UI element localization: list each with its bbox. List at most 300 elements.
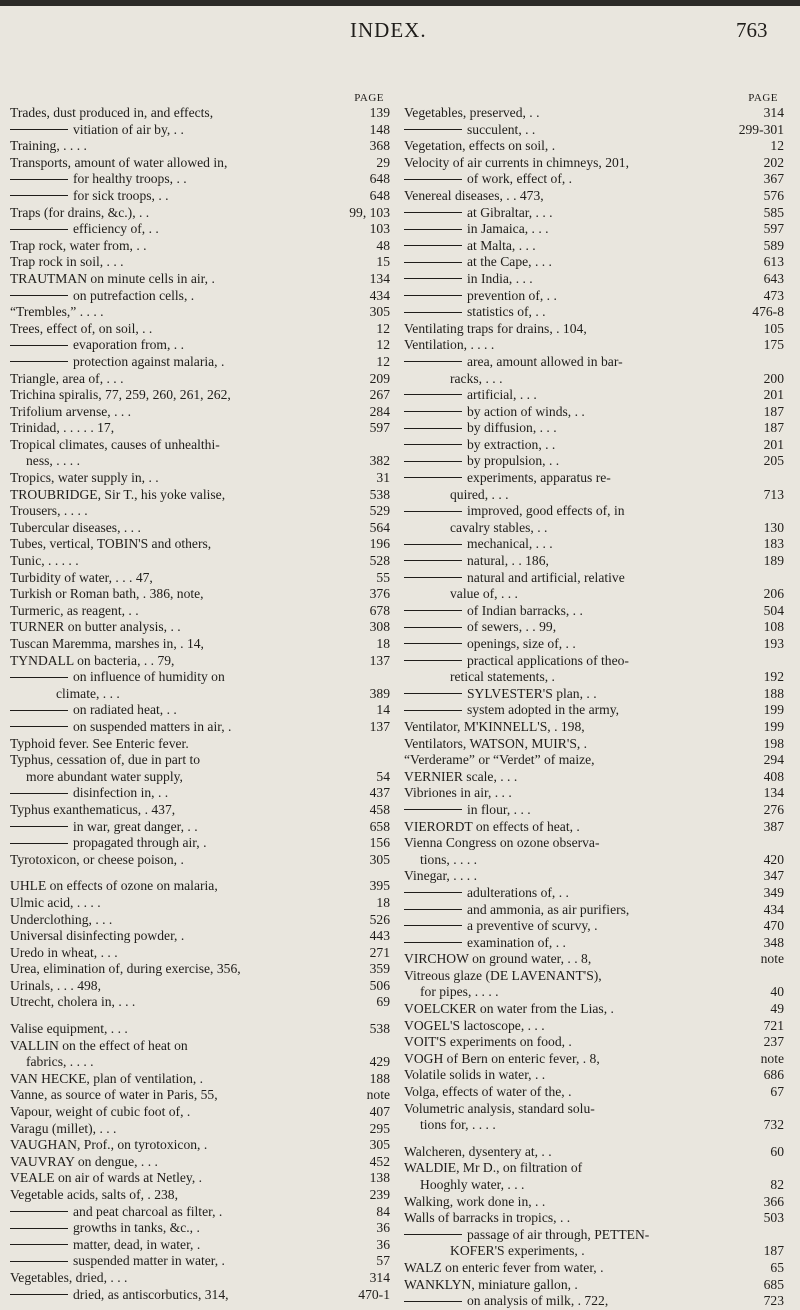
index-entry [10,895,390,912]
index-entry-text [10,752,386,769]
index-page-ref: 314 [369,1269,390,1285]
index-entry-text [10,570,372,587]
index-entry [404,586,784,603]
index-entry [404,553,784,570]
index-page-ref: 368 [369,138,390,154]
index-entry [10,802,390,819]
ditto-rule [404,909,462,910]
index-page-ref: 36 [376,1236,390,1252]
index-entry-label: Universal disinfecting powder, . [10,928,185,944]
index-entry-label: openings, size of, . . [467,636,576,651]
index-entry-text [404,238,760,255]
ditto-rule [404,544,462,545]
index-entry-label: artificial, . . . [467,387,537,403]
index-entry [10,138,390,155]
index-entry-label: Urea, elimination of, during exercise, 356, [10,961,241,977]
index-entry-label: Trades, dust produced in, and effects, [10,105,214,120]
index-entry-text [10,1021,366,1038]
index-column-left [10,92,390,1303]
index-entry-label: ness, . . . . [26,453,80,469]
ditto-rule [404,1234,462,1235]
index-entry-label: Tubes, vertical, TOBIN'S and others, [10,536,212,552]
index-entry [10,1054,390,1071]
index-page-ref: 723 [763,1293,784,1309]
index-entry-label: in war, great danger, . . [73,818,198,834]
index-entry-label: for sick troops, . . [73,187,169,203]
index-entry [10,254,390,271]
index-entry-label: passage of air through, PETTEN- [467,1226,650,1242]
index-entry-label: TRAUTMAN on minute cells in air, . [10,270,215,286]
index-entry-text [10,503,366,520]
index-entry [404,885,784,902]
index-entry [404,1034,784,1051]
index-entry [404,918,784,935]
index-page-ref: 349 [763,884,784,900]
index-entry-text [10,603,366,620]
index-entry-label: Venereal diseases, . . 473, [404,187,544,203]
index-entry [10,669,390,686]
index-entry [10,520,390,537]
index-page-ref: 597 [763,221,784,237]
index-entry-label: of Indian barracks, . . [467,602,583,618]
index-entry-text [404,1243,760,1260]
index-entry-label: VOGEL'S lactoscope, . . . [404,1017,545,1033]
index-entry-label: “Trembles,” . . . . [10,304,104,320]
index-entry [404,1101,784,1118]
index-page-ref: 12 [770,138,784,154]
index-entry-text [404,304,748,321]
index-entry [404,719,784,736]
ditto-rule [404,693,462,694]
index-entry-label: VAUVRAY on dengue, . . . [10,1153,158,1169]
index-entry [10,702,390,719]
index-entry-label: on putrefaction cells, . [73,287,195,303]
index-page-ref: 470-1 [358,1286,390,1302]
ditto-rule [10,295,68,296]
index-entry-label: Trinidad, . . . . . 17, [10,420,115,436]
index-entry-label: Ventilating traps for drains, . 104, [404,320,587,336]
index-entry [10,1038,390,1055]
index-entry [10,371,390,388]
index-entry-text [10,686,366,703]
index-entry [404,171,784,188]
index-entry [10,205,390,222]
index-page-ref: 156 [369,835,390,851]
index-page-ref: 284 [369,403,390,419]
index-entry-label: in Jamaica, . . . [467,221,549,237]
index-entry [10,636,390,653]
index-entry [404,271,784,288]
ditto-rule [404,411,462,412]
index-entry-text [10,354,372,371]
ditto-rule [10,345,68,346]
index-entry-text [404,420,760,437]
index-page-ref: 267 [369,387,390,403]
index-entry [10,503,390,520]
index-entry [404,1194,784,1211]
index-entry-label: Varagu (millet), . . . [10,1120,117,1136]
index-entry [10,1071,390,1088]
index-entry [10,1287,390,1304]
index-entry [404,1051,784,1068]
index-entry [404,802,784,819]
index-entry [10,453,390,470]
index-entry [10,1204,390,1221]
index-page-ref: 198 [763,735,784,751]
index-page-ref: 359 [369,961,390,977]
index-entry-label: Tropics, water supply in, . . [10,470,159,486]
index-page-ref: 299-301 [738,121,784,137]
index-entry-text [404,951,757,968]
index-entry-text [404,371,760,388]
index-entry-text [10,238,372,255]
index-entry-text [404,885,760,902]
index-page-ref: 12 [376,320,390,336]
index-entry-text [404,387,760,404]
index-entry-label: on radiated heat, . . [73,702,177,718]
index-entry-label: for healthy troops, . . [73,171,187,187]
index-page-ref: 658 [369,818,390,834]
index-entry [10,487,390,504]
index-entry-label: mechanical, . . . [467,536,553,552]
index-entry [404,935,784,952]
index-entry-text [404,1144,766,1161]
index-page-ref: 713 [763,486,784,502]
index-page-ref: 685 [763,1276,784,1292]
index-page-ref: 55 [376,569,390,585]
index-entry-text [10,785,366,802]
index-page-ref: 366 [763,1193,784,1209]
index-entry-label: by diffusion, . . . [467,420,557,436]
index-entry-text [404,868,760,885]
index-entry-label: Typhoid fever. See Enteric fever. [10,735,189,751]
index-entry-label: SYLVESTER'S plan, . . [467,685,597,701]
index-entry-label: disinfection in, . . [73,785,169,801]
index-entry-label: Urinals, . . . 498, [10,977,101,993]
index-entry-text [404,105,760,122]
index-entry-label: Vienna Congress on ozone observa- [404,835,600,851]
index-entry-text [10,420,366,437]
index-page-ref: 367 [763,171,784,187]
index-entry-text [10,736,386,753]
index-entry-label: Typhus, cessation of, due in part to [10,752,201,768]
index-entry-text [404,819,760,836]
index-entry [404,736,784,753]
index-entry-label: dried, as antiscorbutics, 314, [73,1286,229,1302]
index-page-ref: 188 [763,685,784,701]
index-entry [10,1121,390,1138]
index-entry [10,619,390,636]
index-page-ref: 188 [369,1070,390,1086]
index-entry-text [404,1067,760,1084]
index-page-ref: 294 [763,752,784,768]
index-entry-text [10,994,372,1011]
index-entry [404,536,784,553]
index-page-ref: 678 [369,602,390,618]
index-page-ref: 473 [763,287,784,303]
index-entry-text [10,978,366,995]
index-entry-label: Tubercular diseases, . . . [10,519,141,535]
index-entry [404,387,784,404]
index-entry [10,653,390,670]
index-entry [10,1187,390,1204]
index-entry-label: statistics of, . . [467,304,546,320]
top-border [0,0,800,6]
index-entry [10,437,390,454]
index-entry [404,470,784,487]
index-entry-text [10,553,366,570]
index-entry [404,155,784,172]
ditto-rule [10,179,68,180]
index-entry-label: Ventilator, M'KINNELL'S, . 198, [404,718,585,734]
index-entry-text [404,404,760,421]
index-page-ref: 443 [369,928,390,944]
index-page-ref: 138 [369,1170,390,1186]
index-entry [404,968,784,985]
index-page-ref: 40 [770,984,784,1000]
index-entry-label: of work, effect of, . [467,171,573,187]
index-entry-text [404,1051,757,1068]
index-page-ref: 576 [763,187,784,203]
index-entry-text [10,155,372,172]
ditto-rule [404,627,462,628]
index-entry-label: by propulsion, . . [467,453,560,469]
index-entry [404,636,784,653]
index-page-ref: 200 [763,370,784,386]
index-entry-text [404,155,760,172]
index-entry-label: by action of winds, . . [467,403,585,419]
index-entry-text [404,487,760,504]
index-entry-text [404,1293,760,1310]
index-page-ref: 271 [369,944,390,960]
index-entry-text [404,321,760,338]
index-entry [10,819,390,836]
index-page-ref: 314 [763,105,784,120]
index-entry [404,354,784,371]
index-entry-text [404,603,760,620]
index-page-ref: 69 [376,994,390,1010]
index-entry [404,1160,784,1177]
ditto-rule [404,610,462,611]
index-entry [404,653,784,670]
index-entry-label: Turkish or Roman bath, . 386, note, [10,586,204,602]
index-page-ref: 585 [763,204,784,220]
index-entry-label: Ventilators, WATSON, MUIR'S, . [404,735,588,751]
index-entry-text [10,1104,366,1121]
index-page-ref: 205 [763,453,784,469]
index-entry-label: Trifolium arvense, . . . [10,403,132,419]
index-page-ref: 137 [369,718,390,734]
index-entry-label: Vegetation, effects on soil, . [404,138,556,154]
index-page-ref: 613 [763,254,784,270]
index-entry [404,453,784,470]
ditto-rule [404,262,462,263]
index-entry [10,288,390,305]
index-entry-label: TURNER on butter analysis, . . [10,619,181,635]
index-entry-text [404,520,760,537]
index-entry [404,238,784,255]
index-entry-text [404,785,760,802]
ditto-rule [404,892,462,893]
index-entry-label: propagated through air, . [73,835,207,851]
index-page-ref: note [760,1050,784,1066]
index-entry-text [404,736,760,753]
index-page-ref: 60 [770,1143,784,1159]
index-entries-right [404,105,784,1310]
index-page-ref: 458 [369,801,390,817]
index-entry [10,271,390,288]
index-entry-text [404,1018,760,1035]
index-entry-label: Turbidity of water, . . . 47, [10,569,153,585]
index-entry [404,984,784,1001]
index-entry-text [10,254,372,271]
index-entry [10,404,390,421]
index-page-ref: 395 [369,878,390,894]
index-entry-text [404,1227,780,1244]
index-column-right [404,92,784,1310]
index-entry [10,570,390,587]
index-entry-text [404,752,760,769]
ditto-rule [404,129,462,130]
index-page-ref: 504 [763,602,784,618]
index-page-ref: 199 [763,718,784,734]
index-entry-text [10,636,372,653]
index-entry [404,1067,784,1084]
index-page-ref: 189 [763,553,784,569]
index-entry-label: Underclothing, . . . [10,911,113,927]
ditto-rule [404,942,462,943]
index-page-ref: 134 [763,785,784,801]
index-page-ref: 14 [376,702,390,718]
index-page-ref: 84 [376,1203,390,1219]
index-entry-label: Vapour, weight of cubic foot of, . [10,1104,191,1120]
index-entry [404,188,784,205]
index-entry-text [404,337,760,354]
index-entry-text [10,1071,366,1088]
index-entry [10,878,390,895]
index-entry-text [404,902,760,919]
index-entry-label: for pipes, . . . . [420,984,499,1000]
index-entry [10,337,390,354]
index-entry [404,122,784,139]
index-page-ref: 36 [376,1220,390,1236]
index-page-ref: 528 [369,553,390,569]
index-entry-text [404,636,760,653]
index-entry [10,1270,390,1287]
index-entry [10,470,390,487]
index-entry [404,752,784,769]
index-entry-label: area, amount allowed in bar- [467,353,623,369]
ditto-rule [404,278,462,279]
index-entry-label: VOGH of Bern on enteric fever, . 8, [404,1050,600,1066]
index-page-ref: 183 [763,536,784,552]
index-entry [10,1220,390,1237]
index-entry [10,238,390,255]
ditto-rule [10,195,68,196]
index-page-ref: 57 [376,1253,390,1269]
index-entry-label: VALLIN on the effect of heat on [10,1037,188,1053]
index-entry [404,254,784,271]
index-entry-label: Vegetables, dried, . . . [10,1269,128,1285]
index-entry-label: VIRCHOW on ground water, . . 8, [404,951,592,967]
ditto-rule [10,1294,68,1295]
index-entry-text [10,1237,372,1254]
index-entry-text [10,1287,354,1304]
index-entry-text [10,536,366,553]
index-entry [10,769,390,786]
index-page-ref: 202 [763,154,784,170]
index-entry [404,1260,784,1277]
index-page-ref: 295 [369,1120,390,1136]
index-entry-text [404,935,760,952]
index-entries-left [10,105,390,1303]
index-page-ref: 54 [376,768,390,784]
index-entry-label: succulent, . . [467,121,536,137]
index-page-ref: 139 [369,105,390,120]
index-entry-text [10,961,366,978]
index-entry [404,1243,784,1260]
ditto-rule [404,312,462,313]
index-page-ref: 529 [369,503,390,519]
index-entry-text [10,1270,366,1287]
ditto-rule [404,1301,462,1302]
index-entry-label: protection against malaria, . [73,353,225,369]
index-entry-label: Trousers, . . . . [10,503,88,519]
index-entry-text [10,188,366,205]
index-page-ref: 503 [763,1210,784,1226]
index-entry [404,1293,784,1310]
index-page-ref: 308 [369,619,390,635]
ditto-rule [404,477,462,478]
index-entry [10,304,390,321]
index-entry [10,420,390,437]
index-entry-text [10,619,366,636]
index-entry [10,1087,390,1104]
index-entry-label: Vanne, as source of water in Paris, 55, [10,1087,218,1103]
ditto-rule [404,925,462,926]
index-entry-label: Volatile solids in water, . . [404,1067,546,1083]
index-page-ref: 732 [763,1117,784,1133]
index-entry-label: WANKLYN, miniature gallon, . [404,1276,578,1292]
index-page-ref: 347 [763,868,784,884]
index-entry [404,205,784,222]
index-entry-label: retical statements, . [450,669,555,685]
ditto-rule [10,229,68,230]
index-entry-text [10,895,372,912]
index-entry-text [10,878,366,895]
index-entry-label: evaporation from, . . [73,337,184,353]
index-entry-label: Trees, effect of, on soil, . . [10,320,153,336]
index-entry-text [404,686,760,703]
index-entry-label: KOFER'S experiments, . [450,1243,585,1259]
index-entry [404,1018,784,1035]
index-entry [404,321,784,338]
index-page-ref: 108 [763,619,784,635]
index-entry-text [404,570,780,587]
index-entry [404,769,784,786]
index-page-ref: 82 [770,1177,784,1192]
index-entry-label: growths in tanks, &c., . [73,1220,200,1236]
index-entry-label: Ulmic acid, . . . . [10,894,101,910]
index-entry-text [404,1277,760,1294]
index-entry-text [10,1187,366,1204]
ditto-rule [404,577,462,578]
index-page-ref: 239 [369,1187,390,1202]
page-header [0,18,800,48]
index-page-ref: 348 [763,934,784,950]
index-entry [404,702,784,719]
index-entry [10,387,390,404]
